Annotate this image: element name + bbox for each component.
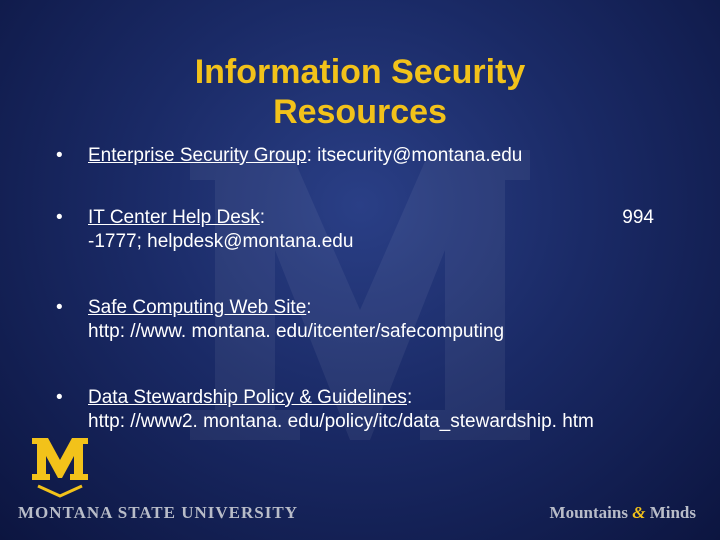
- tagline-part-2: Minds: [645, 503, 696, 522]
- item-line-2: http: //www. montana. edu/itcenter/safecomputing: [88, 321, 505, 342]
- resource-list: [56, 144, 696, 434]
- item-line-2: http: //www2. montana. edu/policy/itc/data_stewardship. htm: [88, 411, 594, 432]
- tagline-ampersand: &: [632, 503, 646, 522]
- title-line-1: Information Security: [194, 53, 526, 91]
- university-name: MONTANA STATE UNIVERSITY: [18, 503, 298, 522]
- bullet: •: [56, 297, 63, 318]
- bullet: •: [56, 207, 63, 228]
- bullet: •: [56, 387, 63, 408]
- phone-prefix: 994: [622, 207, 654, 228]
- list-item: [56, 296, 696, 344]
- slide-title: [0, 52, 720, 132]
- title-line-2: Resources: [273, 93, 447, 131]
- list-item: [56, 206, 696, 254]
- tagline: [550, 503, 696, 523]
- list-item: [56, 386, 696, 434]
- item-text: itsecurity@montana.edu: [311, 145, 523, 166]
- bullet: •: [56, 145, 63, 166]
- separator: :: [306, 297, 312, 318]
- msu-logo-icon: [30, 430, 90, 500]
- safe-computing-link[interactable]: Safe Computing Web Site: [88, 297, 307, 318]
- help-desk-link[interactable]: IT Center Help Desk: [88, 207, 260, 228]
- item-line-2: -1777; helpdesk@montana.edu: [88, 231, 354, 252]
- data-stewardship-link[interactable]: Data Stewardship Policy & Guidelines: [88, 387, 407, 408]
- separator: :: [306, 145, 312, 166]
- list-item: [56, 144, 696, 168]
- tagline-part-1: Mountains: [549, 503, 633, 522]
- separator: :: [259, 207, 266, 228]
- enterprise-security-link[interactable]: Enterprise Security Group: [88, 145, 307, 166]
- separator: :: [406, 387, 413, 408]
